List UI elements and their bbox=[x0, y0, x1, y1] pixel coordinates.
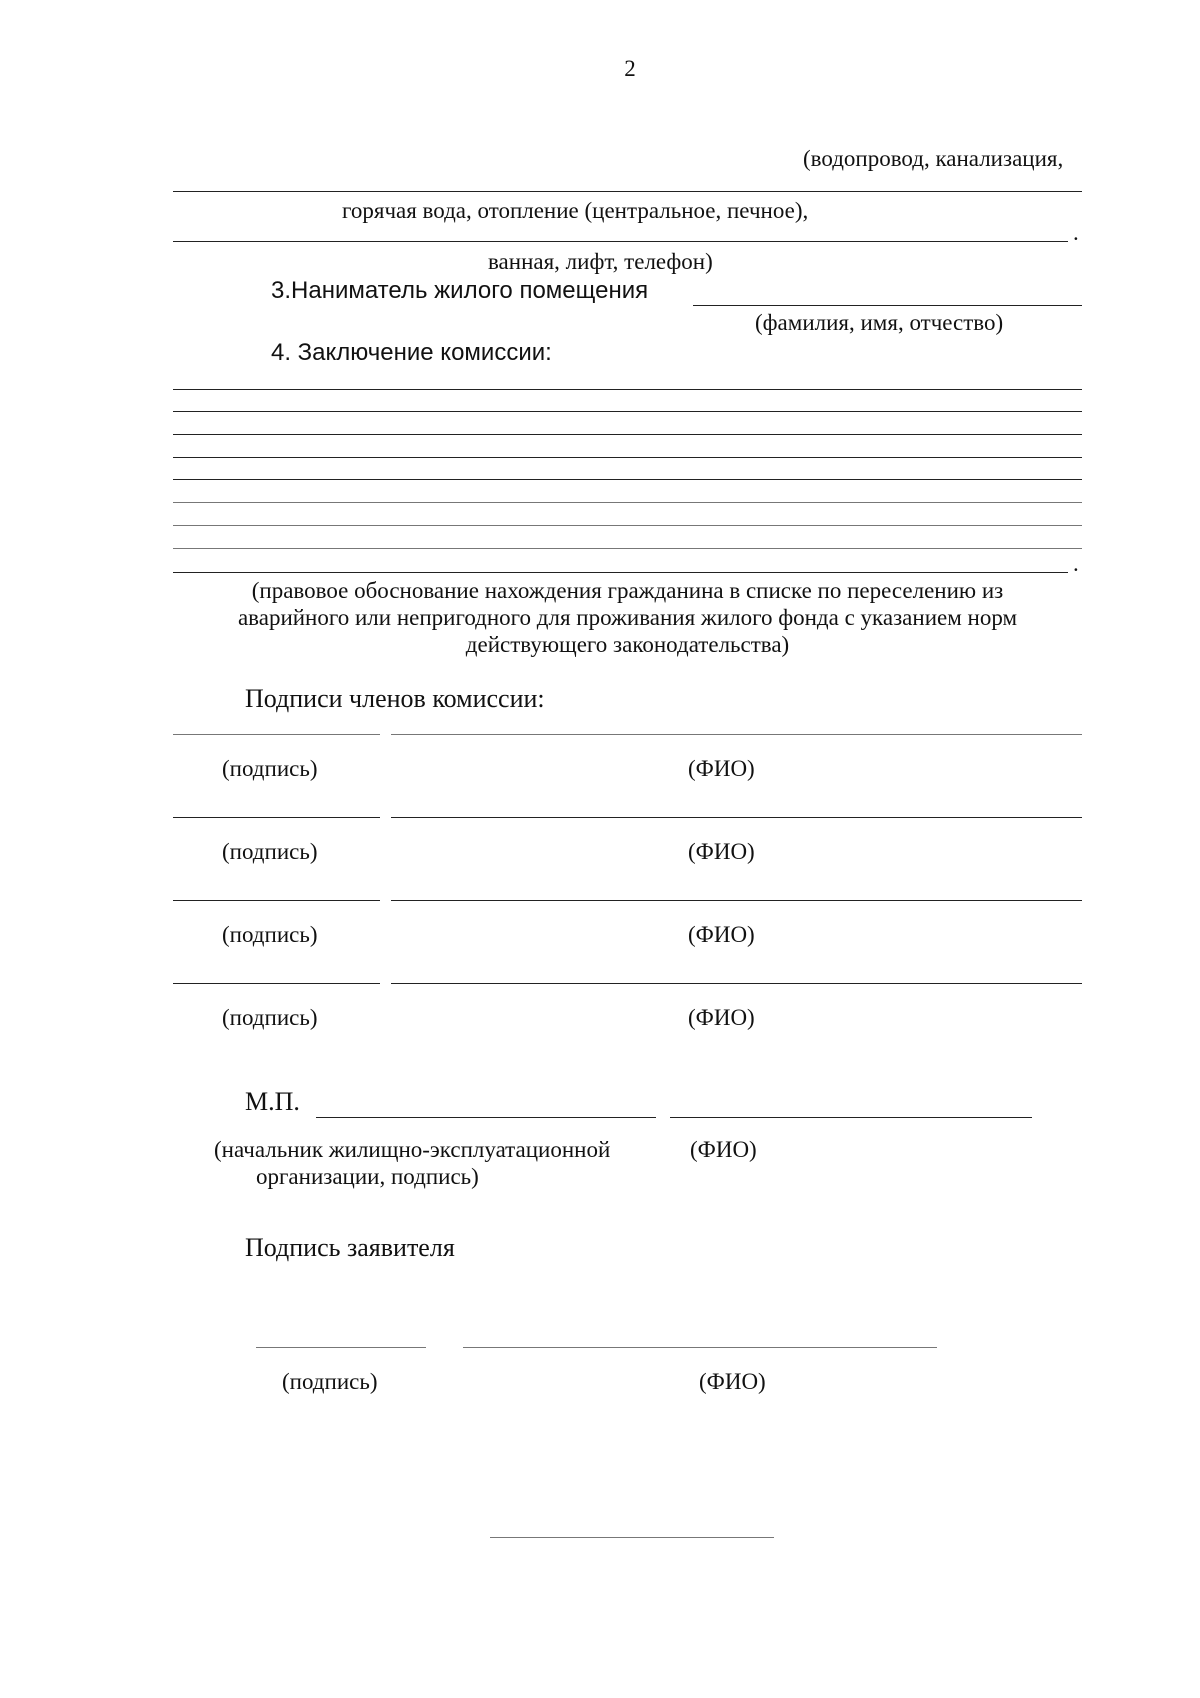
utilities-hint-line3: ванная, лифт, телефон) bbox=[488, 249, 713, 274]
signature-line[interactable] bbox=[173, 983, 380, 984]
commission-heading: Подписи членов комиссии: bbox=[245, 684, 545, 713]
head-hint-line1: (начальник жилищно-эксплуатационной bbox=[214, 1137, 611, 1162]
fio-label: (ФИО) bbox=[688, 922, 755, 947]
signature-line[interactable] bbox=[173, 817, 380, 818]
tenant-name-blank[interactable] bbox=[693, 305, 1082, 306]
conclusion-line-3[interactable] bbox=[173, 434, 1082, 435]
signature-label: (подпись) bbox=[222, 922, 318, 947]
head-hint-line2: организации, подпись) bbox=[256, 1164, 479, 1189]
conclusion-line-1[interactable] bbox=[173, 389, 1082, 390]
fio-label: (ФИО) bbox=[688, 1005, 755, 1030]
fio-line[interactable] bbox=[391, 983, 1082, 984]
utilities-hint-line2: горячая вода, отопление (центральное, печное), bbox=[342, 198, 809, 223]
fio-label: (ФИО) bbox=[688, 839, 755, 864]
signature-line[interactable] bbox=[173, 900, 380, 901]
stamp-mp-label: М.П. bbox=[245, 1087, 300, 1116]
signature-label: (подпись) bbox=[222, 839, 318, 864]
tenant-hint: (фамилия, имя, отчество) bbox=[755, 310, 1004, 335]
conclusion-line-4[interactable] bbox=[173, 457, 1082, 458]
page-number: 2 bbox=[624, 56, 636, 81]
utilities-hint-line1: (водопровод, канализация, bbox=[803, 146, 1064, 171]
head-fio-line[interactable] bbox=[670, 1117, 1032, 1118]
applicant-fio-line[interactable] bbox=[463, 1347, 937, 1348]
fio-line[interactable] bbox=[391, 817, 1082, 818]
conclusion-line-8[interactable] bbox=[173, 548, 1082, 549]
closing-separator bbox=[490, 1537, 774, 1538]
conclusion-hint-line2: аварийного или непригодного для проживания жилого фонда с указанием норм bbox=[237, 605, 1018, 630]
applicant-signature-line[interactable] bbox=[256, 1347, 426, 1348]
applicant-heading: Подпись заявителя bbox=[245, 1233, 455, 1262]
signature-line[interactable] bbox=[173, 734, 380, 735]
fio-label: (ФИО) bbox=[688, 756, 755, 781]
head-signature-line[interactable] bbox=[316, 1117, 656, 1118]
tenant-label: 3.Наниматель жилого помещения bbox=[271, 277, 649, 304]
conclusion-line-9[interactable] bbox=[173, 572, 1068, 573]
conclusion-line-6[interactable] bbox=[173, 502, 1082, 503]
applicant-fio-label: (ФИО) bbox=[699, 1369, 766, 1394]
fio-line[interactable] bbox=[391, 734, 1082, 735]
utilities-blank-line-1[interactable] bbox=[173, 191, 1082, 192]
signature-label: (подпись) bbox=[222, 1005, 318, 1030]
conclusion-label: 4. Заключение комиссии: bbox=[271, 339, 552, 366]
head-fio-label: (ФИО) bbox=[690, 1137, 757, 1162]
conclusion-line-5[interactable] bbox=[173, 479, 1082, 480]
fio-line[interactable] bbox=[391, 900, 1082, 901]
conclusion-line-7[interactable] bbox=[173, 525, 1082, 526]
conclusion-hint-line1: (правовое обоснование нахождения гражданина в списке по переселению из bbox=[251, 578, 1004, 603]
signature-label: (подпись) bbox=[222, 756, 318, 781]
utilities-blank-line-2[interactable] bbox=[173, 241, 1068, 242]
conclusion-end-dot: . bbox=[1073, 551, 1079, 576]
conclusion-hint-line3: действующего законодательства) bbox=[465, 632, 790, 657]
utilities-end-dot: . bbox=[1073, 220, 1079, 245]
conclusion-line-2[interactable] bbox=[173, 411, 1082, 412]
applicant-signature-label: (подпись) bbox=[282, 1369, 378, 1394]
